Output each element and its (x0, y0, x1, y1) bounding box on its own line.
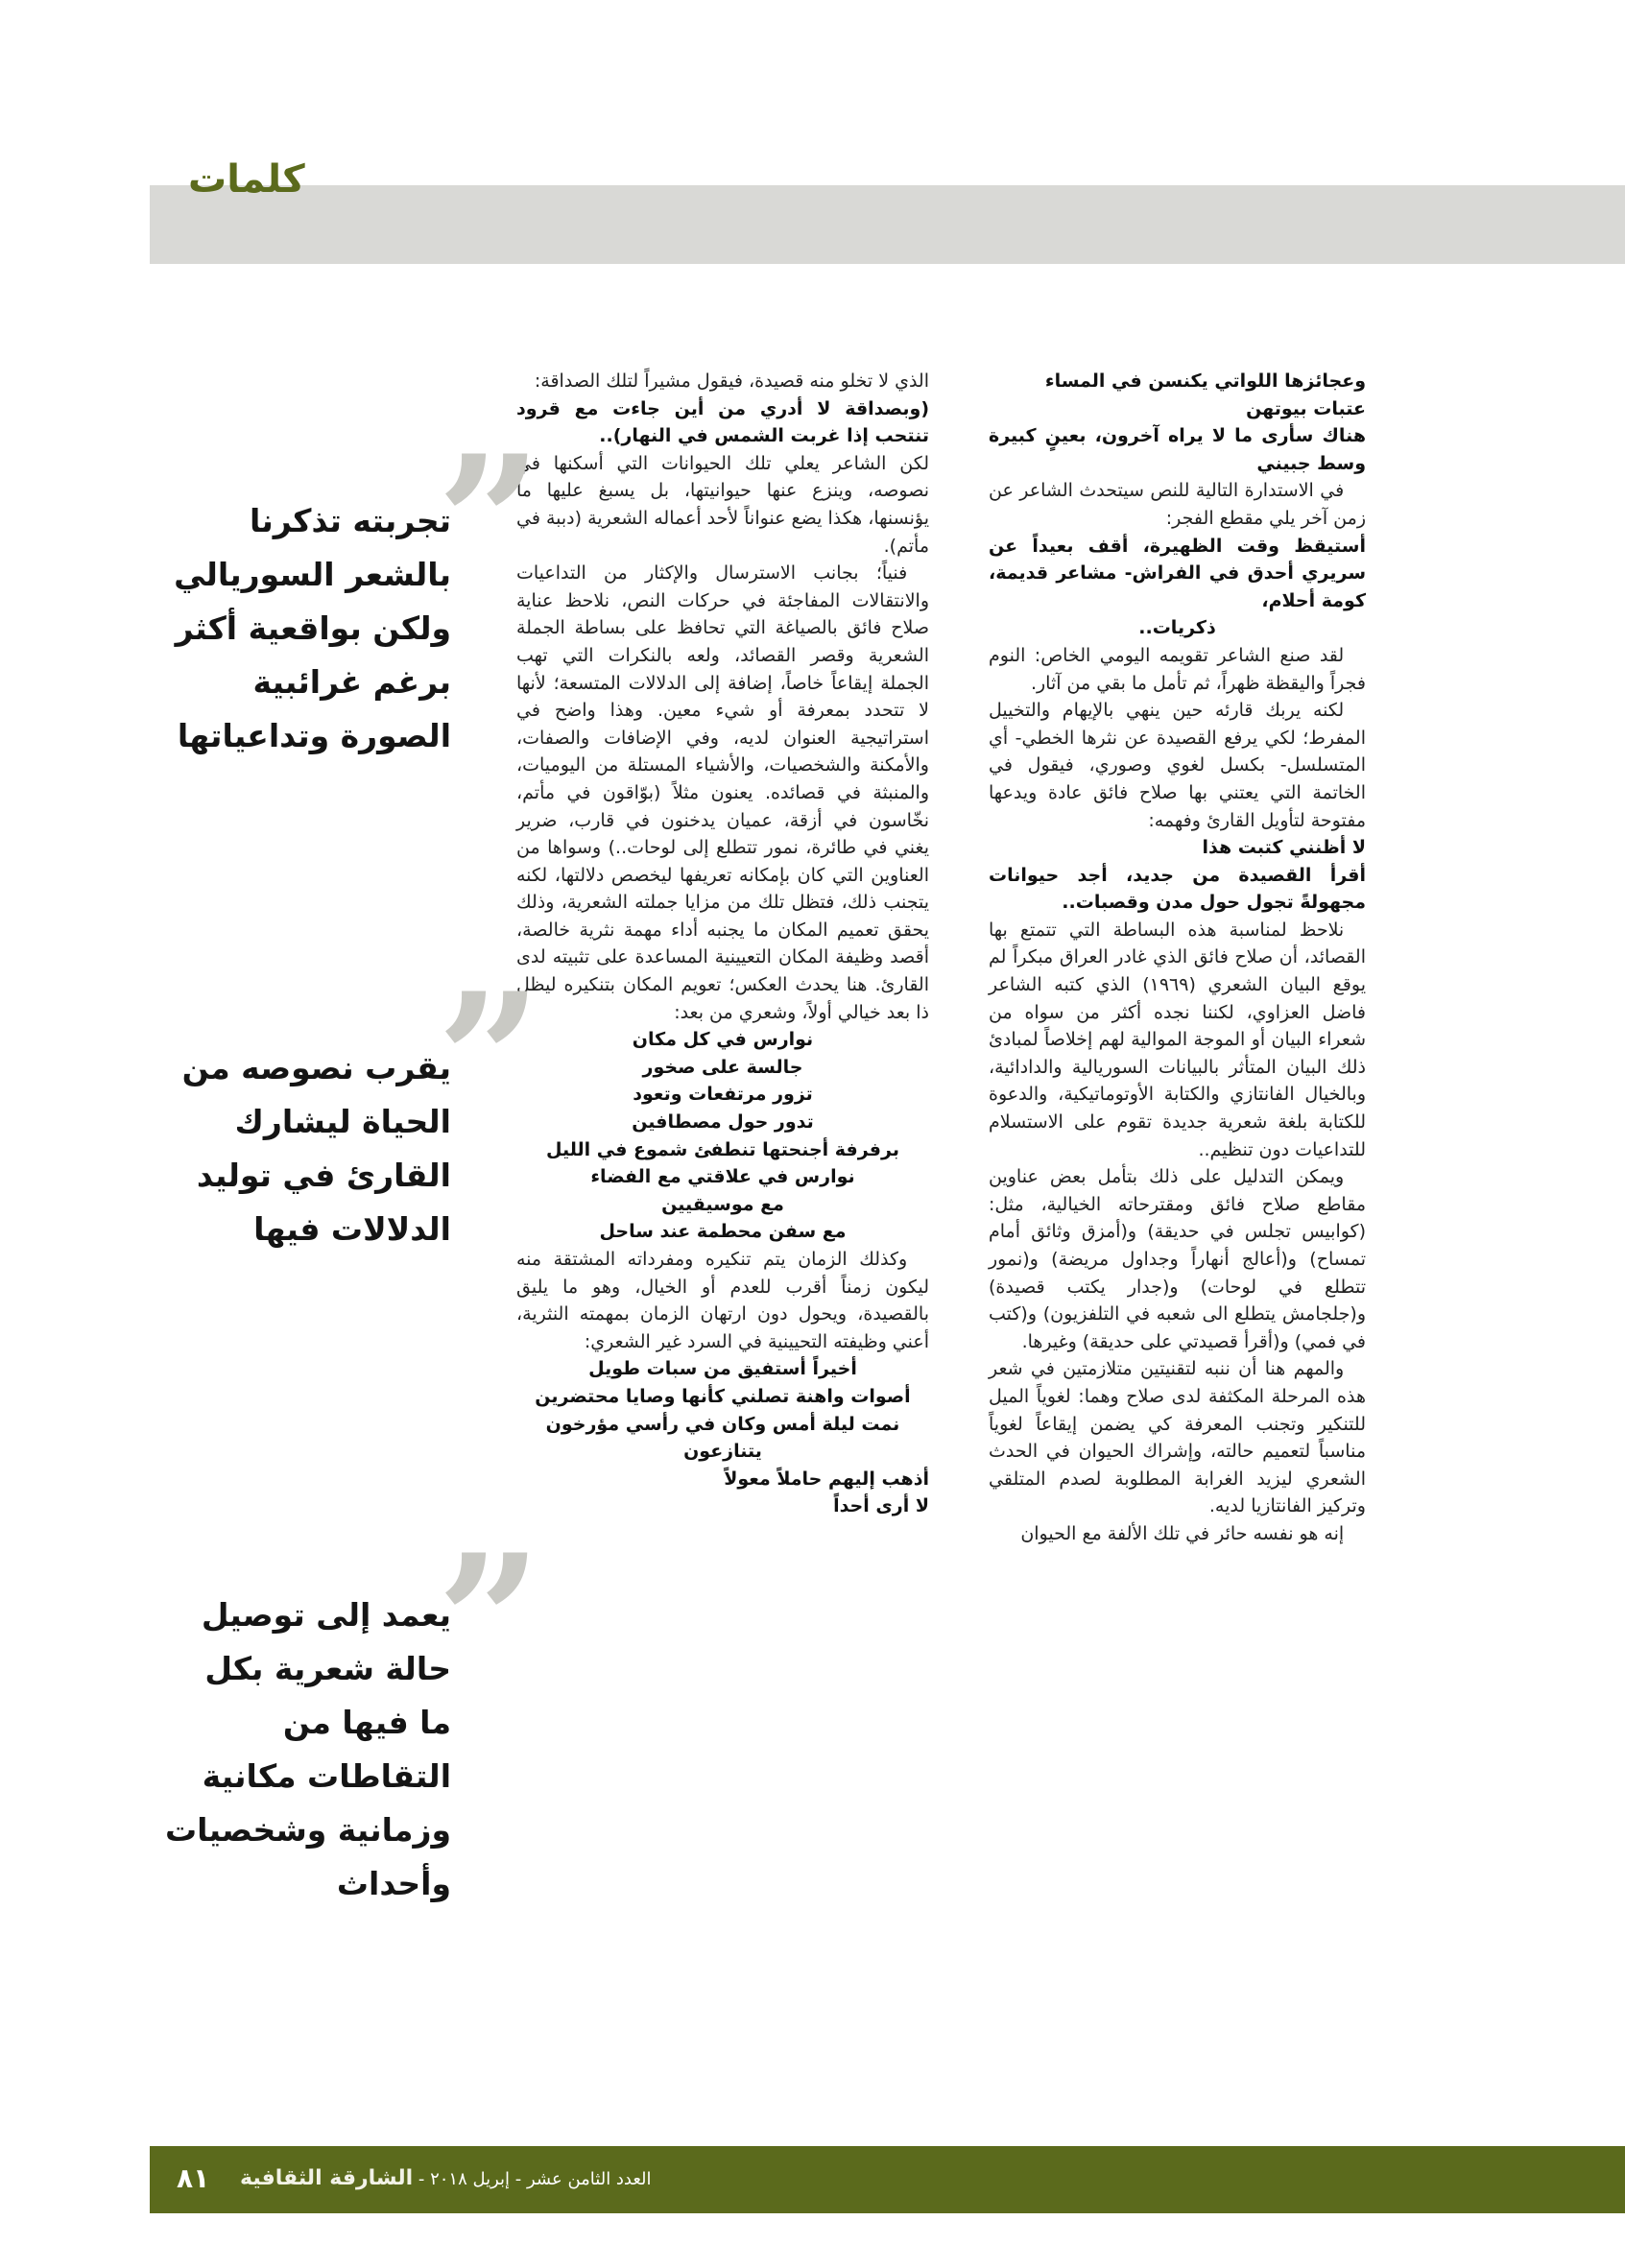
paragraph: أقرأ القصيدة من جديد، أجد حيوانات مجهولةً تجول حول مدن وقصبات.. (989, 864, 1366, 914)
paragraph: وكذلك الزمان يتم تنكيره ومفرداته المشتقة منه ليكون زمناً أقرب للعدم أو الخيال، وهو ما يليق بالقصيدة، ويحول دون ارتهان الزمان بمهمته النثرية، أعني وظيفته التحيينية في السرد غير الشعري: (516, 1249, 929, 1352)
paragraph: نمت ليلة أمس وكان في رأسي مؤرخون يتنازعون (545, 1413, 900, 1463)
pull-quote-1: تجربته تذكرنا بالشعر السوريالي ولكن بواقعية أكثر برغم غرائبية الصورة وتداعياتها (174, 502, 451, 754)
paragraph: هناك سأرى ما لا يراه آخرون، بعينٍ كبيرة وسط جبيني (989, 425, 1366, 474)
paragraph: نوارس في كل مكان (632, 1029, 814, 1051)
footer-issue-line (240, 2164, 652, 2194)
footer-issue: العدد الثامن عشر - إبريل ٢٠١٨ - (418, 2169, 652, 2189)
paragraph: وعجائزها اللواتي يكنسن في المساء (1044, 370, 1366, 392)
paragraph: إنه هو نفسه حائر في تلك الألفة مع الحيوان (1020, 1522, 1345, 1544)
paragraph: ذكريات.. (1138, 617, 1216, 639)
paragraph: أستيقظ وقت الظهيرة، أقف بعيداً عن سريري أحدق في الفراش- مشاعر قديمة، كومة أحلام، (989, 535, 1366, 611)
pull-quote-2: يقرب نصوصه من الحياة ليشارك القارئ في توليد الدلالات فيها (181, 1049, 451, 1248)
paragraph: جالسة على صخور (642, 1056, 803, 1078)
paragraph: مع سفن محطمة عند ساحل (599, 1221, 847, 1243)
paragraph: نلاحظ لمناسبة هذه البساطة التي تتمتع بها القصائد، أن صلاح فائق الذي غادر العراق مبكراً لم يوقع البيان الشعري (١٩٦٩) الذي كتبه الشاعر فاضل العزاوي، لكننا نجده أكثر من سواه من شعراء البيان أو الموجة الموالية لهم إخلاصاً لمبادئ ذلك البيان المتأثر بالبيانات السوريالية والدادائية، وبالخيال الفانتازي والكتابة الأوتوماتيكية، والدعوة للكتابة بلغة شعرية جديدة تقوم على الاستسلام للتداعيات دون تنظيم.. (989, 919, 1366, 1160)
quote-mark-icon: ” (437, 416, 542, 630)
paragraph: أذهب إليهم حاملاً معولاً (724, 1468, 929, 1490)
paragraph: والمهم هنا أن ننبه لتقنيتين متلازمتين في شعر هذه المرحلة المكثفة لدى صلاح وهما: لغوياً الميل للتنكير وتجنب المعرفة كي يضمن إيقاعاً لغوياً مناسباً لتعميم حالته، وإشراك الحيوان في الحدث الشعري ليزيد الغرابة المطلوبة لصدم المتلقي وتركيز الفانتازيا لديه. (989, 1358, 1366, 1517)
paragraph: لا أظنني كتبت هذا (1202, 837, 1366, 859)
paragraph: في الاستدارة التالية للنص سيتحدث الشاعر عن زمن آخر يلي مقطع الفجر: (989, 480, 1366, 529)
paragraph: فنياً؛ بجانب الاسترسال والإكثار من التداعيات والانتقالات المفاجئة في حركات النص، نلاحظ عناية صلاح فائق بالصياغة التي تحافظ على بساطة الجملة الشعرية وقصر القصائد، ولعه بالنكرات التي تهب الجملة إيقاعاً خاصاً، إضافة إلى الدلالات المتسعة؛ لأنها لا تتحدد بمعرفة أو شيء معين. وهذا واضح في استراتيجية العنوان لديه، وفي الإضافات والصفات، والأمكنة والشخصيات، والأشياء المستلة من اليوميات، والمنبثة في قصائده. يعنون مثلاً (بوّاقون في مأتم، نخّاسون في أزقة، عميان يدخنون في قارب، ضرير يغني في طائرة، نمور تتطلع إلى لوحات..) وسواها من العناوين التي كان بإمكانه تعريفها ليخصص دلالتها، لكنه يتجنب ذلك، فتظل تلك من مزايا جملته الشعرية، وذلك يحقق تعميم المكان ما يجنبه أداء مهمة نثرية خالصة، أقصد وظيفة المكان التعيينية المساعدة على تثبيته لدى القارئ. هنا يحدث العكس؛ تعويم المكان بتنكيره ليظل ذا بعد خيالي أولاً، وشعري من بعد: (516, 562, 929, 1023)
paragraph: ويمكن التدليل على ذلك بتأمل بعض عناوين مقاطع صلاح فائق ومقترحاته الخيالية، مثل: (كوابيس تجلس في حديقة) و(أمزق وثائق أمام تمساح) و(أعالج أنهاراً وجداول مريضة) و(نمور تتطلع في لوحات) و(جدار يكتب قصيدة) و(جلجامش يتطلع الى شعبه في التلفزيون) و(كتب في فمي) و(أقرأ قصيدتي على حديقة) وغيرها. (989, 1166, 1366, 1352)
paragraph: مع موسيقيين (661, 1193, 784, 1215)
magazine-logo: الشارقة الثقافية (240, 2166, 414, 2190)
paragraph: تزور مرتفعات وتعود (633, 1084, 813, 1106)
paragraph: (وبصداقة لا أدري من أين جاءت مع قرود تنتحب إذا غربت الشمس في النهار).. (516, 397, 929, 447)
paragraph: برفرفة أجنحتها تنطفئ شموع في الليل (546, 1138, 899, 1160)
paragraph: أصوات واهنة تصلني كأنها وصايا محتضرين (535, 1385, 911, 1407)
pull-quote-3: يعمد إلى توصيل حالة شعرية بكل ما فيها من التقاطات مكانية وزمانية وشخصيات وأحداث (165, 1596, 451, 1902)
paragraph: لقد صنع الشاعر تقويمه اليومي الخاص: النوم فجراً واليقظة ظهراً، ثم تأمل ما بقي من آثار. (989, 644, 1366, 694)
article-column-right (989, 368, 1366, 1548)
page-number: ٨١ (177, 2162, 210, 2194)
quote-mark-icon: ” (437, 953, 542, 1167)
quote-mark-icon: ” (437, 1515, 542, 1729)
section-title: كلمات (188, 157, 305, 202)
paragraph: لا أرى أحداً (833, 1495, 929, 1517)
paragraph: أخيراً أستفيق من سبات طويل (588, 1358, 857, 1380)
paragraph: عتبات بيوتهن (1246, 397, 1366, 419)
paragraph: نوارس في علاقتي مع الفضاء (590, 1166, 855, 1188)
paragraph: لكن الشاعر يعلي تلك الحيوانات التي أسكنها في نصوصه، وينزع عنها حيوانيتها، بل يسبغ عليها ما يؤنسنها، هكذا يضع عنواناً لأحد أعماله الشعرية (دببة في مأتم). (515, 452, 929, 557)
article-column-middle (516, 368, 929, 1520)
paragraph: الذي لا تخلو منه قصيدة، فيقول مشيراً لتلك الصداقة: (534, 370, 929, 392)
paragraph: لكنه يربك قارئه حين ينهي بالإيهام والتخييل المفرط؛ لكي يرفع القصيدة عن نثرها الخطي- أي المتسلسل- بكسل لغوي وصوري، فيقول في الخاتمة التي يعتني بها صلاح فائق عادة ويدعها مفتوحة لتأويل القارئ وفهمه: (989, 700, 1366, 831)
section-header-band (150, 185, 1625, 264)
paragraph: تدور حول مصطافين (632, 1111, 814, 1134)
